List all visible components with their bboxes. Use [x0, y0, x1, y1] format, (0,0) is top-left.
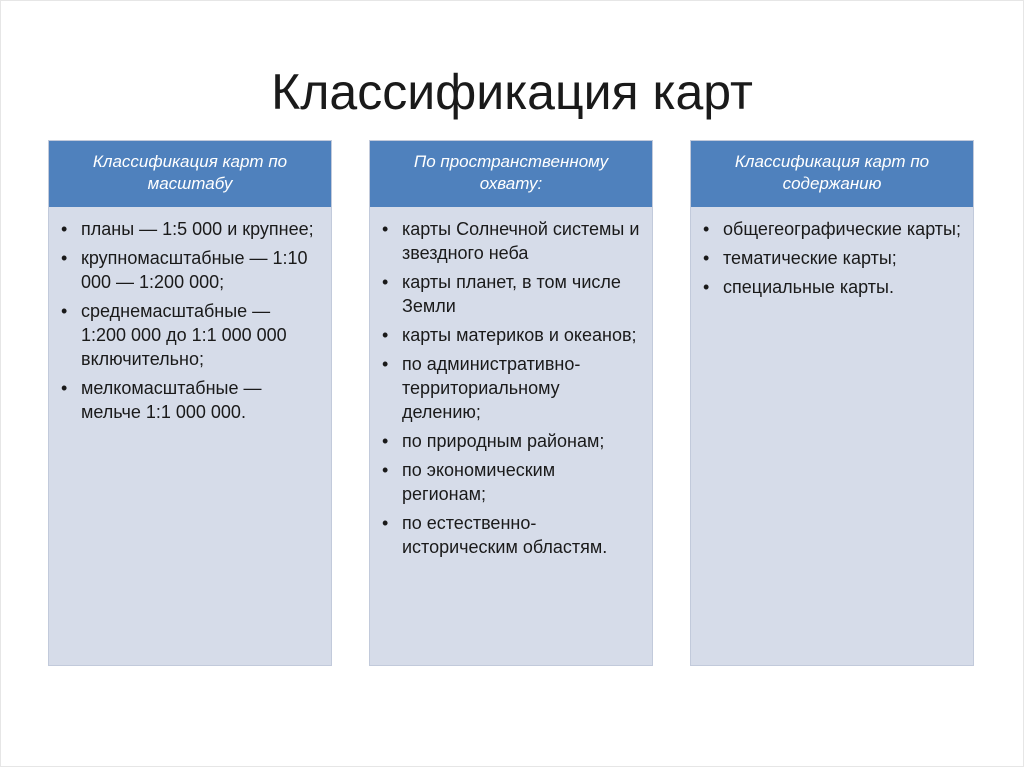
list-item: [61, 299, 319, 371]
bullet-icon: •: [61, 248, 68, 268]
list-item: [61, 376, 319, 424]
bullet-icon: •: [382, 460, 389, 480]
list-item-text: по естественно-историческим областям.: [402, 513, 608, 557]
list-item-text: планы — 1:5 000 и крупнее;: [81, 219, 314, 239]
bullet-icon: •: [61, 301, 68, 321]
list-item: [382, 270, 640, 318]
bullet-icon: •: [382, 431, 389, 451]
list-item-text: карты Солнечной системы и звездного неба: [402, 219, 640, 263]
column-header: Классификация карт по масштабу: [49, 141, 331, 207]
column-coverage: [369, 140, 653, 666]
list-item: [61, 217, 319, 241]
column-scale: [48, 140, 332, 666]
bullet-icon: •: [382, 325, 389, 345]
slide-title: Классификация карт: [271, 64, 753, 120]
list-item: [382, 458, 640, 506]
list-item-text: специальные карты.: [723, 277, 894, 297]
list-item-text: общегеографические карты;: [723, 219, 961, 239]
list-item-text: по административно-территориальному делению;: [402, 354, 581, 422]
bullet-icon: •: [382, 513, 389, 533]
column-header: По пространственному охвату:: [370, 141, 652, 207]
list-item: [703, 217, 961, 241]
bullet-list: [691, 207, 973, 299]
list-item-text: мелкомасштабные — мельче 1:1 000 000.: [81, 378, 262, 422]
list-item-text: карты материков и океанов;: [402, 325, 637, 345]
list-item-text: по природным районам;: [402, 431, 605, 451]
bullet-icon: •: [382, 354, 389, 374]
list-item: [703, 246, 961, 270]
bullet-icon: •: [382, 219, 389, 239]
bullet-icon: •: [61, 219, 68, 239]
column-header: Классификация карт по содержанию: [691, 141, 973, 207]
list-item-text: карты планет, в том числе Земли: [402, 272, 621, 316]
bullet-list: [49, 207, 331, 424]
list-item-text: по экономическим регионам;: [402, 460, 556, 504]
list-item: [382, 323, 640, 347]
list-item: [703, 275, 961, 299]
bullet-icon: •: [703, 219, 710, 239]
bullet-list: [370, 207, 652, 559]
list-item-text: среднемасштабные — 1:200 000 до 1:1 000 000 включительно;: [81, 301, 287, 369]
bullet-icon: •: [61, 378, 68, 398]
list-item: [61, 246, 319, 294]
list-item: [382, 429, 640, 453]
list-item-text: крупномасштабные — 1:10 000 — 1:200 000;: [81, 248, 308, 292]
list-item: [382, 217, 640, 265]
list-item: [382, 511, 640, 559]
column-content: [690, 140, 974, 666]
list-item: [382, 352, 640, 424]
bullet-icon: •: [382, 272, 389, 292]
bullet-icon: •: [703, 277, 710, 297]
bullet-icon: •: [703, 248, 710, 268]
list-item-text: тематические карты;: [723, 248, 897, 268]
